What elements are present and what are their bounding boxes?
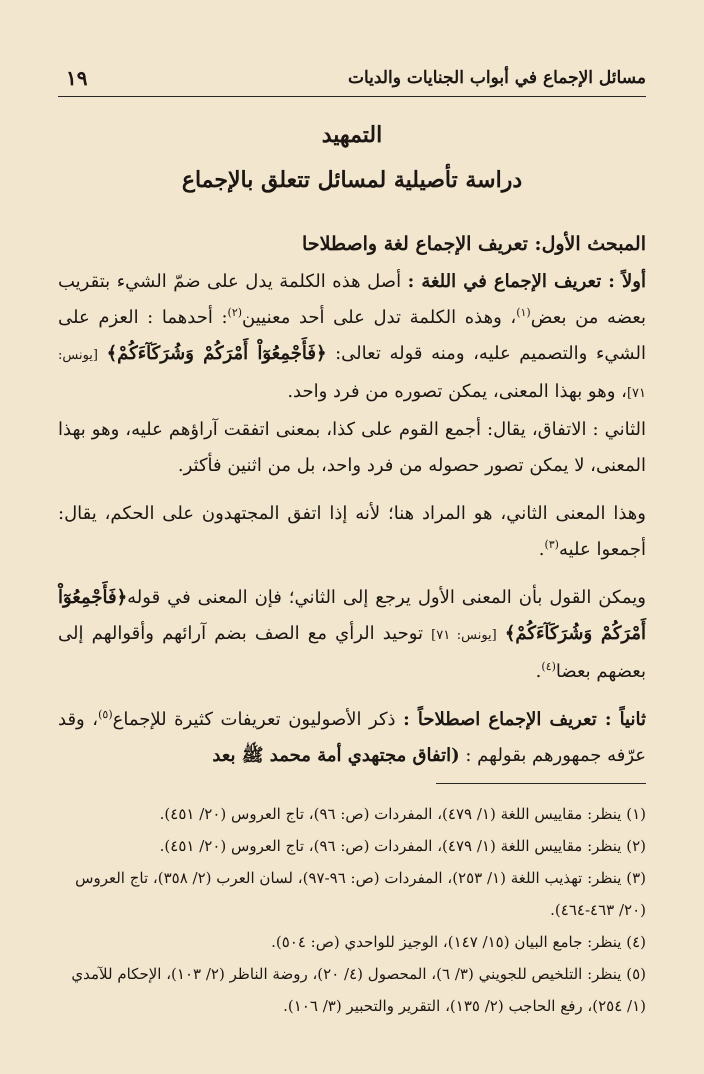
paragraph-reconcile: ويمكن القول بأن المعنى الأول يرجع إلى الثاني؛ فإن المعنى في قوله﴿فَأَجْمِعُوٓاْ أَمْرَكُمْ وَشُرَكَآءَكُمْ﴾ [يونس: ٧١] توحيد الرأي مع الصف بضم آرائهم وأقوالهم إلى بعضهم بعضا$^{(٤)}$. [58,587,646,682]
chapter-subtitle: دراسة تأصيلية لمسائل تتعلق بالإجماع [181,167,523,193]
footnote-divider [436,783,646,784]
linguistic-text-b: ، وهذه الكلمة تدل على أحد معنيين [242,307,517,328]
footnote-ref-1: (١) [516,306,531,319]
footnote-ref-3: (٣) [544,538,559,551]
terminology-text-b: ، وقد عرّفه جمهورهم بقولهم : [58,709,646,766]
quran-verse-2: ﴿فَأَجْمِعُوٓاْ أَمْرَكُمْ وَشُرَكَآءَكُمْ﴾ [58,587,646,644]
quran-ref-1: [يونس: ٧١] [58,348,646,401]
linguistic-text-d: ، وهو بهذا المعنى، يمكن تصوره من فرد واحد. [287,381,627,402]
terminology-label: ثانياً : تعريف الإجماع اصطلاحاً : [403,709,646,730]
footnote-4: (٤) ينظر: جامع البيان (١٥/ ١٤٧)، الوجيز للواحدي (ص: ٥٠٤). [271,933,646,951]
footnote-2: (٢) ينظر: مقاييس اللغة (١/ ٤٧٩)، المفردات (ص: ٩٦)، تاج العروس (٢٠/ ٤٥١). [159,837,646,855]
reconcile-text-a: ويمكن القول بأن المعنى الأول يرجع إلى الثاني؛ فإن المعنى في قوله [127,587,646,608]
linguistic-text-a: أصل هذه الكلمة يدل على ضمّ الشيء بتقريب بعضه من بعض [58,271,646,328]
section-heading: المبحث الأول: تعريف الإجماع لغة واصطلاحا [302,233,646,255]
running-title: مسائل الإجماع في أبواب الجنايات والديات [347,68,646,88]
paragraph-linguistic [58,264,646,412]
footnote-ref-5: (٥) [98,708,113,721]
quran-verse-1: ﴿فَأَجْمِعُوٓاْ أَمْرَكُمْ وَشُرَكَآءَكُمْ﴾ [106,343,327,364]
paragraph-terminology [58,702,646,774]
footnotes [58,798,646,1022]
paragraph-intended: وهذا المعنى الثاني، هو المراد هنا؛ لأنه إذا اتفق المجتهدون على الحكم، يقال: أجمعوا عليه$^{(٣)}$. [58,503,646,560]
footnote-ref-4: (٤) [541,660,556,673]
footnote-ref-2: (٢) [227,306,243,319]
terminology-text-a: ذكر الأصوليون تعريفات كثيرة للإجماع [112,709,396,730]
page-number: ١٩ [66,66,88,90]
intended-text: وهذا المعنى الثاني، هو المراد هنا؛ لأنه إذا اتفق المجتهدون على الحكم، يقال: أجمعوا عليه [58,503,646,560]
linguistic-label: أولاً : تعريف الإجماع في اللغة : [407,271,646,292]
running-header [58,64,646,97]
terminology-definition: (اتفاق مجتهدي أمة محمد ﷺ بعد [212,745,460,766]
linguistic-text-c: : أحدهما : العزم على الشيء والتصميم عليه، ومنه قوله تعالى: [58,307,646,364]
footnote-3: (٣) ينظر: تهذيب اللغة (١/ ٢٥٣)، المفردات (ص: ٩٦-٩٧)، لسان العرب (٢/ ٣٥٨)، تاج العروس (٢٠/ ٤٦٣-٤٦٤). [75,869,646,919]
footnote-1: (١) ينظر: مقاييس اللغة (١/ ٤٧٩)، المفردات (ص: ٩٦)، تاج العروس (٢٠/ ٤٥١). [159,805,646,823]
reconcile-text-b: توحيد الرأي مع الصف بضم آرائهم وأقوالهم إلى بعضهم بعضا [58,623,646,682]
chapter-title: التمهيد [321,122,383,148]
quran-ref-2: [يونس: ٧١] [431,628,497,643]
paragraph-second-meaning: الثاني : الاتفاق، يقال: أجمع القوم على كذا، بمعنى اتفقت آراؤهم عليه، وهو بهذا المعنى، لا يمكن تصور حصوله من فرد واحد، بل من اثنين فأكثر. [58,419,646,476]
footnote-5: (٥) ينظر: التلخيص للجويني (٣/ ٦)، المحصول (٤/ ٢٠)، روضة الناظر (٢/ ١٠٣)، الإحكام للآمدي (١/ ٢٥٤)، رفع الحاجب (٢/ ١٣٥)، التقرير والتحبير (٣/ ١٠٦). [71,965,646,1015]
main-text [58,226,646,774]
